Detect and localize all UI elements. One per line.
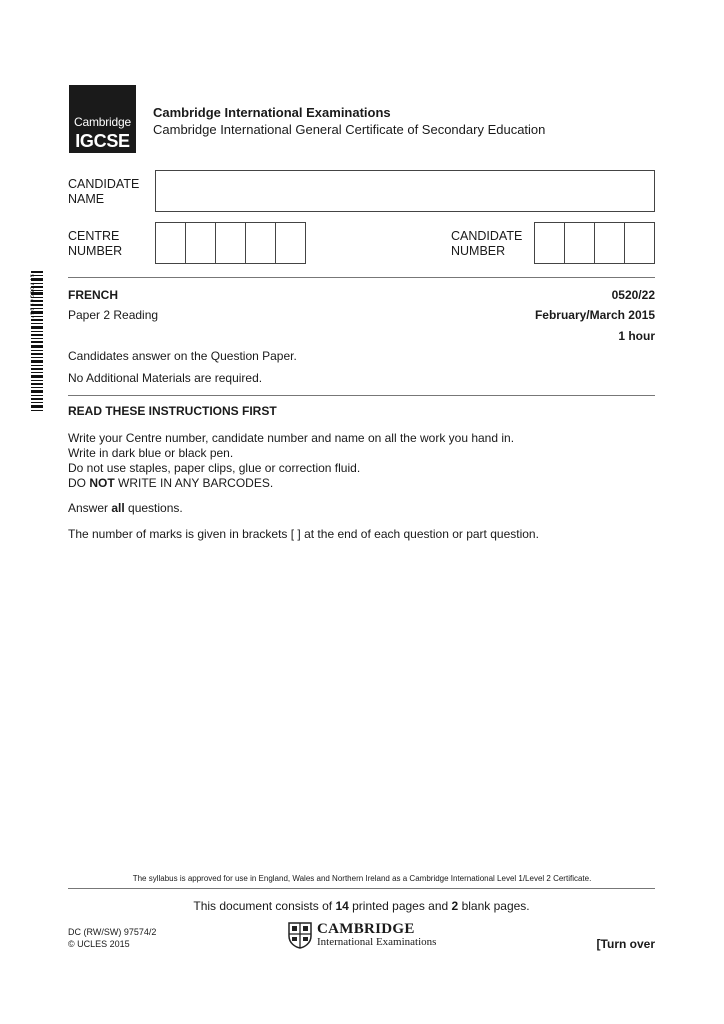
centre-number-label [68,229,122,259]
instruction-text: WRITE IN ANY BARCODES. [114,476,274,490]
logo-line-2: IGCSE [75,131,130,151]
page-count-text: This document consists of [193,899,336,913]
instruction-emphasis: NOT [89,476,115,490]
instruction-line: Do not use staples, paper clips, glue or correction fluid. [68,461,361,475]
candidate-number-label-line-2: NUMBER [451,244,506,258]
instruction-emphasis: all [111,501,125,515]
reference-code: DC (RW/SW) 97574/2 [68,927,157,937]
centre-number-digit[interactable] [246,223,276,263]
candidate-number-digit[interactable] [595,223,625,263]
centre-number-field[interactable] [155,222,306,264]
paper-code: 0520/22 [611,288,655,302]
paper-name: Paper 2 Reading [68,308,159,322]
instruction-text: questions. [124,501,183,515]
centre-number-label-line-1: CENTRE [68,229,120,243]
candidate-name-label-line-2: NAME [68,192,105,206]
page-count-text: blank pages. [458,899,530,913]
barcode [28,271,43,411]
candidate-number-digit[interactable] [625,223,654,263]
materials-note: No Additional Materials are required. [68,371,263,385]
exam-board: Cambridge International Examinations [153,105,391,120]
instruction-line [68,476,514,491]
instruction-text: Answer [68,501,112,515]
qualification-title: Cambridge International General Certificate of Secondary Education [153,122,546,137]
exam-session: February/March 2015 [534,308,655,322]
copyright: © UCLES 2015 [68,939,130,949]
cambridge-wordmark: CAMBRIDGE [317,921,415,937]
centre-number-label-line-2: NUMBER [68,244,123,258]
crest-icon [287,921,313,949]
answer-on-paper-note: Candidates answer on the Question Paper. [68,349,297,363]
candidate-name-label [68,177,139,207]
page-count [68,899,655,913]
divider [68,888,655,889]
page-count-text: printed pages and [348,899,452,913]
divider [68,395,655,396]
turn-over: [Turn over [596,937,655,951]
centre-number-digit[interactable] [216,223,246,263]
candidate-name-field[interactable] [155,170,655,212]
centre-number-digit[interactable] [276,223,305,263]
instruction-line: Write in dark blue or black pen. [68,446,234,460]
centre-number-digit[interactable] [156,223,186,263]
syllabus-note: The syllabus is approved for use in England, Wales and Northern Ireland as a Cambridge International Level 1/Level 2 Certificate. [132,874,592,883]
instruction-line: Write your Centre number, candidate number and name on all the work you hand in. [68,431,515,445]
duration: 1 hour [618,329,655,343]
candidate-name-label-line-1: CANDIDATE [68,177,140,191]
candidate-number-digit[interactable] [535,223,565,263]
candidate-number-label [451,229,522,259]
divider [68,277,655,278]
barcode-text: * 5 7 7 0 5 9 6 9 9 3 * [28,271,34,318]
blank-pages-count: 2 [451,899,459,913]
centre-number-digit[interactable] [186,223,216,263]
answer-instruction [68,501,183,515]
printed-pages-count: 14 [335,899,349,913]
document-reference [68,926,156,950]
instructions-list [68,431,514,491]
subject: FRENCH [68,288,118,302]
instructions-heading: READ THESE INSTRUCTIONS FIRST [68,404,277,418]
igcse-logo [69,85,136,153]
logo-line-1: Cambridge [74,115,131,129]
cambridge-logo [287,921,447,951]
marks-instruction: The number of marks is given in brackets [ ] at the end of each question or part question. [68,527,539,541]
cambridge-subtitle: International Examinations [317,936,437,948]
candidate-number-digit[interactable] [565,223,595,263]
candidate-number-label-line-1: CANDIDATE [451,229,523,243]
instruction-text: DO [68,476,90,490]
candidate-number-field[interactable] [534,222,655,264]
